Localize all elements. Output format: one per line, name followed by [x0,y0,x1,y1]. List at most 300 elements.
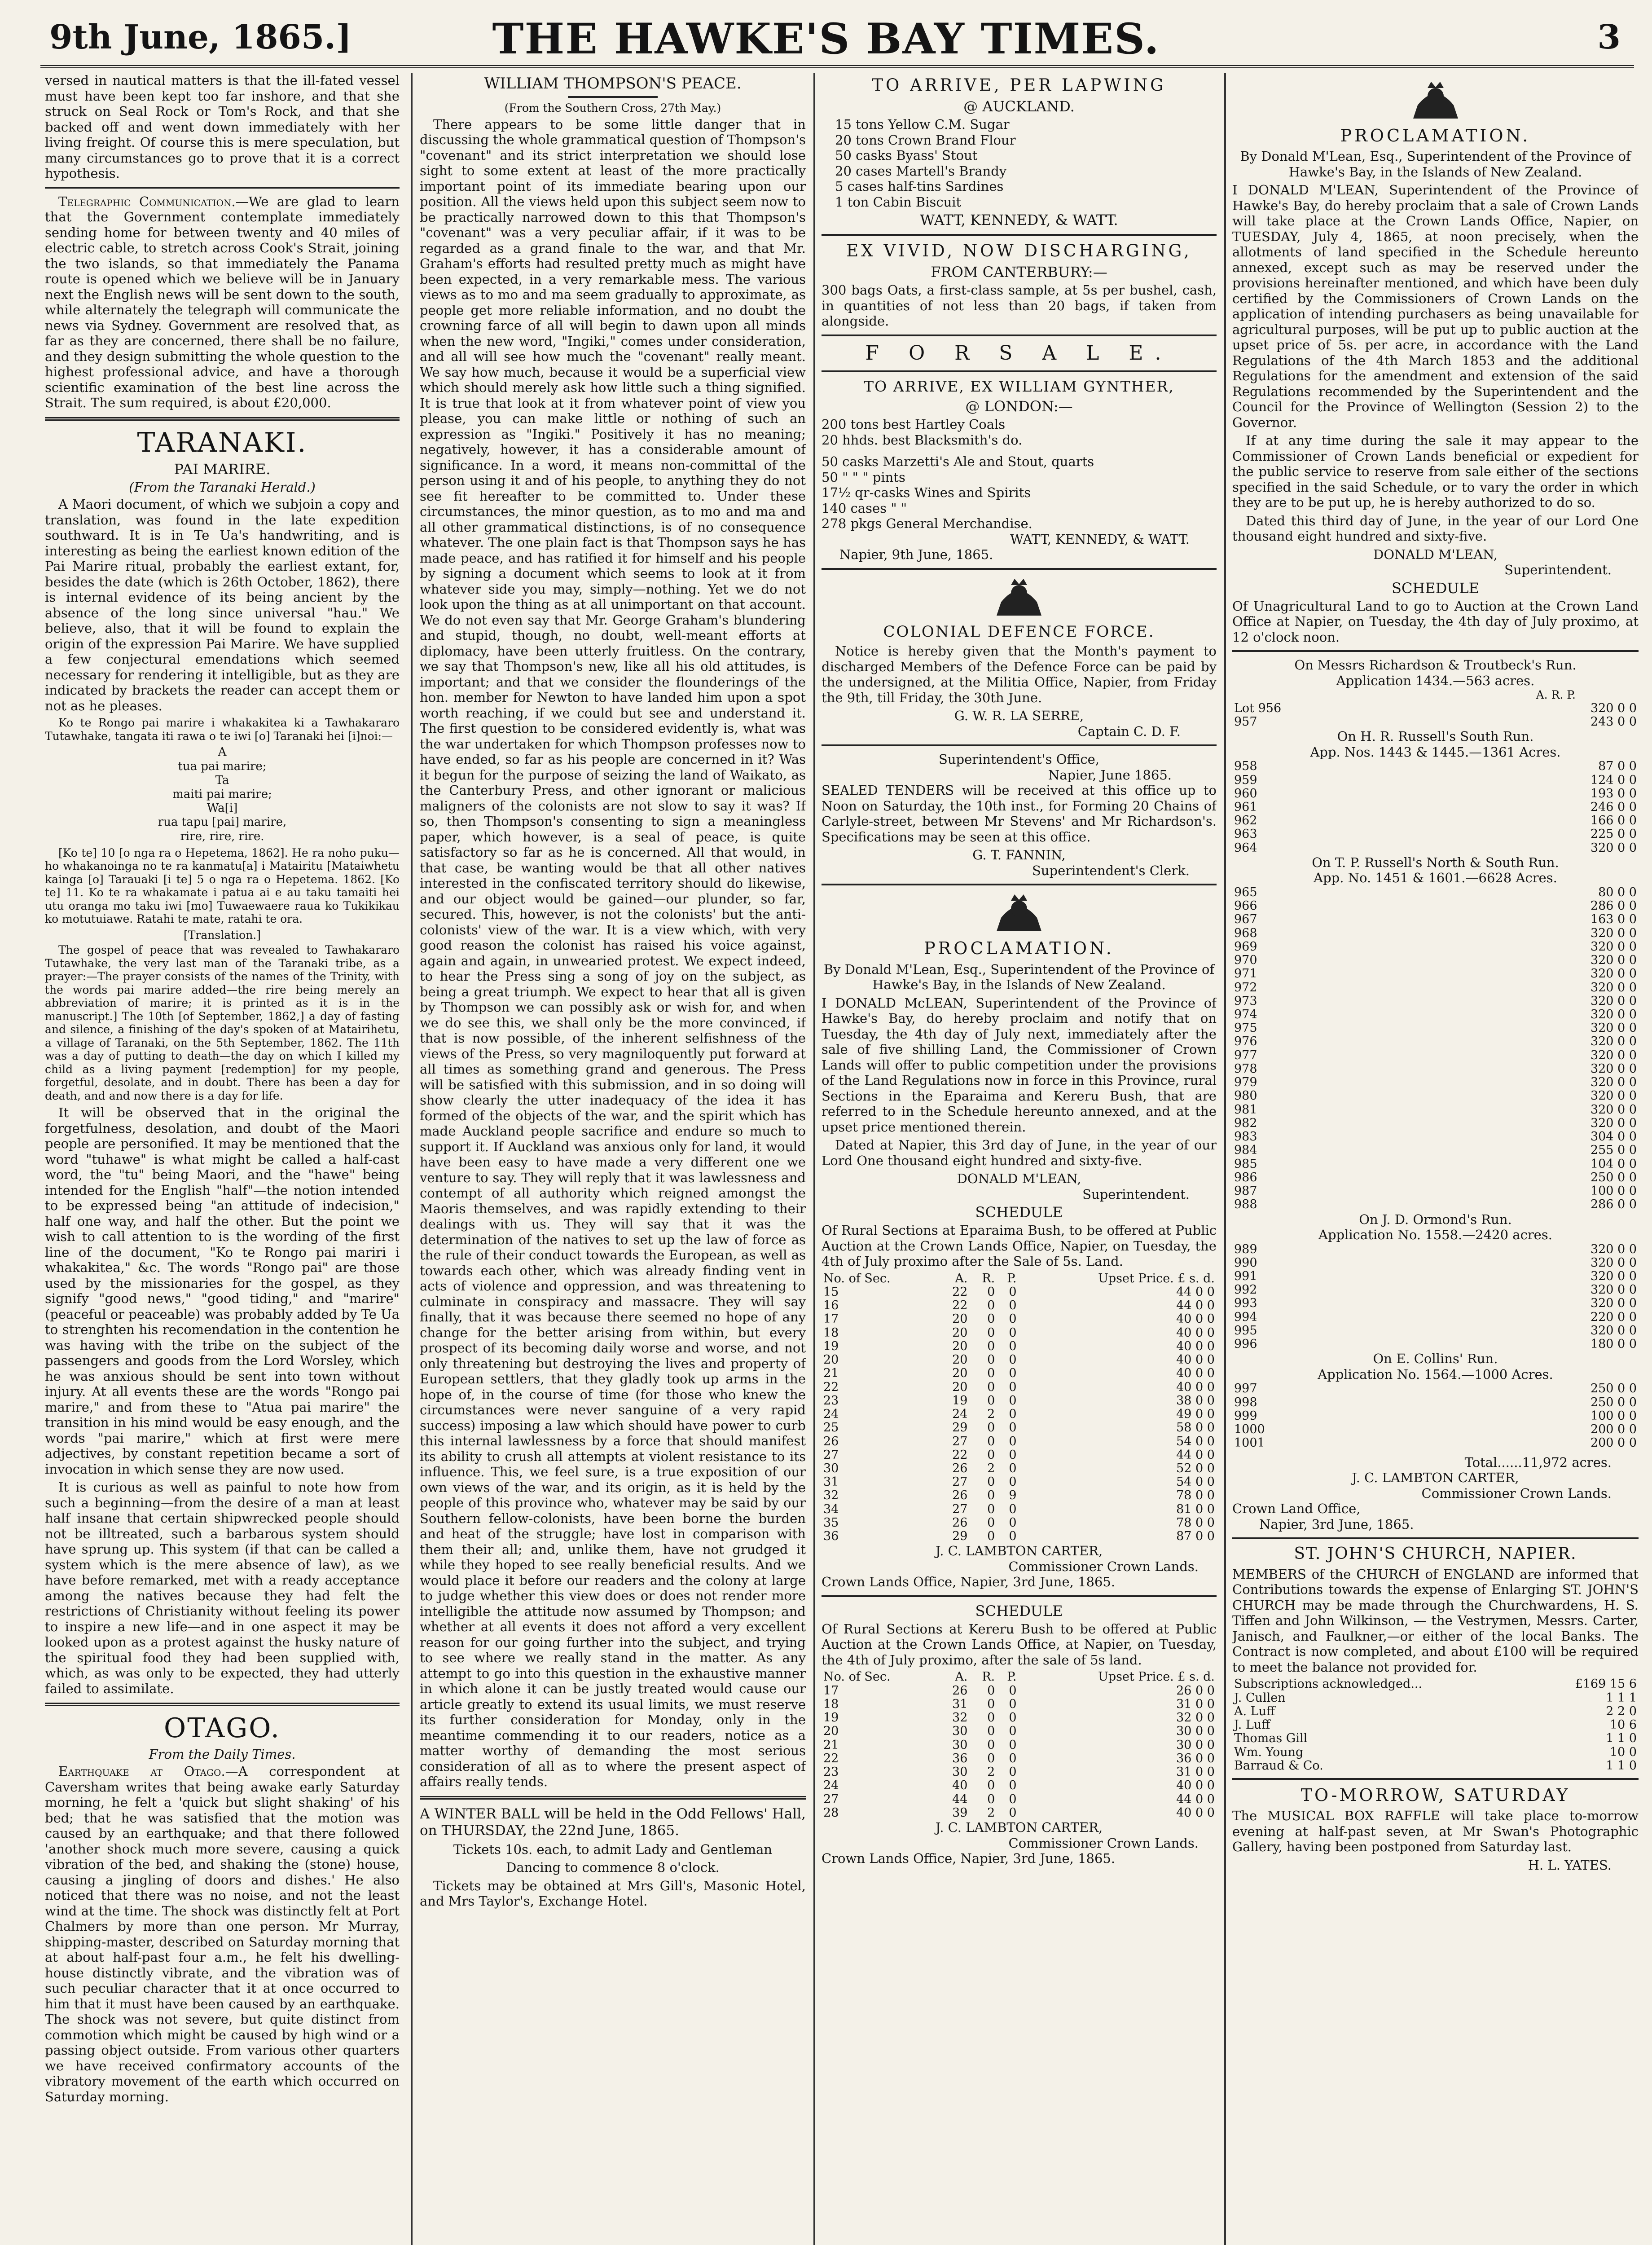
table-cell: 320 0 0 [1590,1075,1637,1090]
telegraph-paragraph [45,194,400,411]
defence-body: Notice is hereby given that the Month's payment to discharged Members of the Defence Force can be paid by the undersigned, at the Militia Office, Napier, from Friday the 9th, till Friday, the 30th June. [822,643,1217,705]
table-cell: 0 [1009,1529,1017,1544]
table-cell: 0 [1009,1325,1017,1340]
table-cell: 81 0 0 [1176,1502,1215,1516]
table-row [822,1326,1217,1340]
table-row [1232,1243,1639,1256]
column-2 [420,73,806,2245]
otago-heading: OTAGO. [164,1712,281,1744]
list-item: 278 pkgs General Merchandise. [822,516,1032,532]
table-cell: 24 [952,1407,968,1422]
table-row [1232,886,1639,899]
table-row [822,1530,1217,1543]
table-row [822,1489,1217,1502]
table-cell: 30 0 0 [1176,1724,1215,1739]
table-cell: 978 [1234,1061,1257,1076]
table-cell: Barraud & Co. [1234,1758,1323,1773]
table-cell: 200 0 0 [1590,1436,1637,1450]
newspaper-title: THE HAWKE'S BAY TIMES. [492,14,1160,64]
table-row [822,1340,1217,1353]
table-cell: 15 [823,1285,839,1299]
table-row [822,1381,1217,1394]
table-row [1232,1311,1639,1324]
list-item: 50 casks Marzetti's Ale and Stout, quarts [822,454,1094,470]
gynther-heading: TO ARRIVE, EX WILLIAM GYNTHER, [864,378,1174,396]
table-row [822,1725,1217,1738]
table-row [1232,1049,1639,1062]
table-row [1232,1089,1639,1103]
table-cell: 964 [1234,841,1257,855]
table-cell: 19 [823,1711,839,1725]
table-cell: 320 0 0 [1590,1061,1637,1076]
defence-heading: COLONIAL DEFENCE FORCE. [883,622,1155,641]
table-row [1232,774,1639,787]
table-cell: 26 [952,1683,968,1698]
table-cell: 0 [1009,1448,1017,1462]
table-row [822,1285,1217,1299]
table-row [1232,1171,1639,1184]
column-header: Upset Price. £ s. d. [1098,1670,1215,1684]
crown-land-office: Crown Land Office, [1232,1501,1361,1517]
column-3 [822,73,1217,2245]
table-cell: 29 [952,1421,968,1435]
vivid-subheading: FROM CANTERBURY:— [931,264,1107,281]
table-cell: 0 [987,1325,995,1340]
table-row [1232,787,1639,801]
vivid-heading: EX VIVID, NOW DISCHARGING, [846,241,1192,261]
table-cell: 0 [987,1299,995,1313]
run-4-table [1232,1243,1639,1351]
table-cell: A. Luff [1234,1704,1275,1718]
table-cell: 1001 [1234,1436,1265,1450]
table-cell: 991 [1234,1269,1257,1283]
table-cell: 40 0 0 [1176,1325,1215,1340]
taranaki-paragraph-1: A Maori document, of which we subjoin a copy and translation, was found in the late expedition southward. It is in Te Ua's handwriting, and is interesting as being the earliest known edition of the Pai Marire ritual, probably the earliest extant, for, besides the date (which is 26th October, 1862), there is internal evidence of its being ancient by the absence of the long since universal "hau." We believe, also, that it will be found to explain the origin of the expression Pai Marire. We have supplied a few conjectural emendations which seemed necessary for rendering it intelligible, but as they are indicated by brackets the reader can accept them or not as he pleases. [45,497,400,713]
table-row [822,1299,1217,1312]
run-1-heading: On Messrs Richardson & Troutbeck's Run. [1294,657,1577,673]
table-cell: 32 [823,1488,839,1503]
table-cell: 990 [1234,1255,1257,1270]
table-row [1232,1396,1639,1409]
column-header: Upset Price. £ s. d. [1098,1271,1215,1285]
proclamation-body: I DONALD M'LEAN, Superintendent of the Province of Hawke's Bay, do hereby proclaim that a sale of Crown Lands will take place at the Crown Lands Office, Napier, on TUESDAY, July 4, 1865, at noon precisely, when the allotments of land specified in the Schedule hereunto annexed, except such as may be reserved under the provisions hereinafter mentioned, and which have been duly certified by the Commissioners of Crown Lands on the application of intending purchasers as being unavailable for agricultural purposes, will be put up to public auction at the upset price of 5s. per acre, in accordance with the Land Regulations of the 4th March 1853 and the additional Regulations for the amendment and extension of the said Regulations recommended by the Superintendent and the Council for the Province of Wellington (Session 2) to the Governor. [1232,182,1639,430]
schedule-signature: J. C. LAMBTON CARTER, [1352,1470,1519,1486]
table-cell: 0 [1009,1434,1017,1448]
table-cell: 26 0 0 [1176,1683,1215,1698]
tenders-signature: G. T. FANNIN, [972,847,1066,863]
table-row [1232,1324,1639,1338]
table-row [822,1475,1217,1489]
table-cell: 0 [987,1339,995,1353]
table-row [1232,1144,1639,1157]
table-cell: 963 [1234,827,1257,841]
tomorrow-heading: TO-MORROW, SATURDAY [1301,1785,1570,1805]
table-cell: 0 [1009,1366,1017,1381]
table-cell: Lot 956 [1234,701,1282,715]
table-row [822,1765,1217,1779]
table-cell: 986 [1234,1170,1257,1184]
column-rule-2 [813,73,815,2245]
schedule-heading: SCHEDULE [1392,579,1479,597]
table-cell: 992 [1234,1283,1257,1297]
maori-verse [45,745,400,843]
table-cell: 0 [1009,1711,1017,1725]
table-cell: 995 [1234,1323,1257,1338]
short-rule [568,96,658,98]
table-cell: 983 [1234,1130,1257,1144]
run-5-application: Application No. 1564.—1000 Acres. [1318,1366,1553,1382]
table-cell: 17 [823,1683,839,1698]
table-cell: 124 0 0 [1590,773,1637,787]
table-cell: 30 [952,1738,968,1752]
table-cell: 286 0 0 [1590,899,1637,913]
table-row [822,1421,1217,1435]
column-header: A. [955,1670,968,1684]
table-cell: 997 [1234,1382,1257,1396]
run-1-application: Application 1434.—563 acres. [1336,673,1535,688]
table-cell: 28 [823,1805,839,1820]
table-cell: 20 [952,1366,968,1381]
table-row [822,1353,1217,1367]
verse-line: Ta [215,773,229,787]
table-cell: 16 [823,1299,839,1313]
church-body: MEMBERS of the CHURCH of ENGLAND are informed that Contributions towards the expense of Enlarging ST. JOHN'S CHURCH may be made through the Churchwardens, H. S. Tiffen and John Wilkinson, — the Vestrymen, Messrs. Carter, Janisch, and Faulkner,—or either of the local Banks. The Contract is now completed, and about £100 will be required to meet the balance not provided for. [1232,1566,1639,1675]
translation-heading: [Translation.] [183,928,261,942]
table-row [1232,1382,1639,1395]
table-cell: 20 [823,1353,839,1367]
column-header: R. [982,1670,995,1684]
table-cell: 320 0 0 [1590,1269,1637,1283]
otago-paragraph [45,1764,400,2104]
verse-line: tua pai marire; [178,759,267,773]
table-cell: 22 [952,1448,968,1462]
schedule-2-signature-title: Commissioner Crown Lands. [1008,1835,1199,1851]
divider [45,417,400,421]
table-cell: 225 0 0 [1590,827,1637,841]
table-row [1232,1691,1639,1705]
otago-text: —A correspondent at Caversham writes that being awake early Saturday morning, he felt a 'quick but slight shaking' of his bed; that he was satisfied that the motion was caused by an earthquake; and that there followed 'another shock much more severe, causing a quick vibration of the bed, and shaking the (stone) house, causing a jingling of doors and dishes.' He also noticed that there was no noise, and not the least wind at the time. The shock was distinctly felt at Port Chalmers by more than one person. Mr Murray, shipping-master, described on Saturday morning that at about half-past four a.m., he felt his dwelling-house distinctly vibrate, and the vibration was of such peculiar character that it at once occurred to him that it must have been caused by an earthquake. The shock was not severe, but quite distinct from commotion which might be caused by high wind or a passing object outside. From various other quarters we have received confirmatory accounts of the vibratory movement of the earth which occurred on Saturday morning. [45,1764,400,2104]
table-cell: 984 [1234,1143,1257,1158]
table-cell: J. Cullen [1234,1690,1286,1705]
lapwing-signature: WATT, KENNEDY, & WATT. [920,211,1118,229]
table-cell: 0 [987,1434,995,1448]
issue-date: 9th June, 1865.] [49,18,352,57]
table-cell: Wm. Young [1234,1745,1304,1759]
tenders-body: SEALED TENDERS will be received at this office up to Noon on Saturday, the 10th inst., for Forming 20 Chains of Carlyle-street, between Mr Stevens' and Mr Richardson's. Specifications may be seen at this office. [822,783,1217,845]
table-cell: 0 [987,1285,995,1299]
list-item: 15 tons Yellow C.M. Sugar [835,117,1010,132]
table-cell: 993 [1234,1296,1257,1311]
schedule-1-signature: J. C. LAMBTON CARTER, [935,1543,1103,1559]
divider [420,1796,806,1800]
table-cell: 39 [952,1805,968,1820]
column-header: No. of Sec. [823,1271,891,1285]
table-cell: 320 0 0 [1590,1242,1637,1256]
table-row [1232,1283,1639,1297]
table-cell: 320 0 0 [1590,1034,1637,1049]
table-cell: 19 [823,1339,839,1353]
gynther-date: Napier, 9th June, 1865. [839,547,993,563]
table-row [1232,1423,1639,1436]
tenders-title: Superintendent's Clerk. [1032,863,1190,878]
table-row [1232,1338,1639,1351]
table-cell: 0 [1009,1502,1017,1516]
subscriptions-rows [1232,1677,1639,1773]
table-row [1232,1130,1639,1144]
table-cell: 193 0 0 [1590,786,1637,801]
table-cell: 987 [1234,1184,1257,1198]
table-cell: 40 0 0 [1176,1366,1215,1381]
table-cell: 20 [823,1724,839,1739]
table-row [1232,1062,1639,1076]
gynther-subheading: @ LONDON:— [965,398,1073,415]
table-row [1232,814,1639,828]
table-cell: 58 0 0 [1176,1421,1215,1435]
table-cell: 320 0 0 [1590,1089,1637,1103]
table-cell: 981 [1234,1102,1257,1117]
table-cell: 40 0 0 [1176,1312,1215,1326]
table-cell: 54 0 0 [1176,1475,1215,1489]
table-cell: 320 0 0 [1590,1048,1637,1062]
divider [1232,1537,1639,1539]
table-cell: 0 [987,1366,995,1381]
table-cell: 969 [1234,939,1257,954]
table-cell: 970 [1234,953,1257,968]
table-cell: 40 0 0 [1176,1778,1215,1793]
table-cell: 968 [1234,926,1257,940]
run-1-rows [1232,702,1639,729]
table-cell: 959 [1234,773,1257,787]
table-cell: 989 [1234,1242,1257,1256]
table-cell: 36 0 0 [1176,1751,1215,1765]
table-cell: 26 [952,1461,968,1475]
table-cell: 0 [987,1683,995,1698]
proclamation-signature: DONALD M'LEAN, [957,1171,1081,1187]
column-4 [1232,73,1639,2245]
table-cell: 27 [823,1792,839,1806]
table-cell: 80 0 0 [1598,885,1637,899]
table-row [1232,1759,1639,1773]
table-row [1232,967,1639,981]
table-cell: 0 [987,1515,995,1530]
table-cell: 0 [1009,1738,1017,1752]
table-cell: 26 [952,1515,968,1530]
table-cell: J. Luff [1234,1718,1270,1732]
table-row [822,1448,1217,1462]
table-row [822,1793,1217,1806]
list-item: 20 tons Crown Brand Flour [835,132,1016,148]
table-row [1232,1198,1639,1211]
table-cell: 78 0 0 [1176,1488,1215,1503]
schedule-1-rows [822,1285,1217,1543]
table-cell: 985 [1234,1157,1257,1171]
defence-signature: G. W. R. LA SERRE, [954,708,1084,724]
column-1 [45,73,400,2245]
table-cell: 22 [823,1751,839,1765]
table-row [1232,1158,1639,1171]
table-cell: 27 [952,1475,968,1489]
defence-title: Captain C. D. F. [1077,723,1181,739]
run-2-rows [1232,760,1639,855]
divider [822,744,1217,746]
tomorrow-signature: H. L. YATES. [1528,1857,1612,1873]
ball-dancing: Dancing to commence 8 o'clock. [506,1860,720,1875]
table-cell: 975 [1234,1021,1257,1035]
table-cell: 38 0 0 [1176,1393,1215,1408]
table-cell: 31 [823,1475,839,1489]
table-cell: 0 [1009,1751,1017,1765]
table-cell: 78 0 0 [1176,1515,1215,1530]
table-cell: 19 [952,1393,968,1408]
table-cell: 21 [823,1366,839,1381]
maori-text-2: [Ko te] 10 [o nga ra o Hepetema, 1862]. He ra noho puku—ho whakanoinga no te ra kanmatu[a] i Matairitu [Mataiwhetu kainga [o] Tarauaki [i te] 5 o nga ra o Hepetema. 1862. [Ko te] 11. Ko te ra whakamate i patua ai e au taku tamaiti hei utu oranga mo taku iwi [mo] Tuwaewaere raua ko Tukikikau ko motutuiawe. Ratahi te mate, ratahi te ora. [45,846,400,926]
telegraph-lead: Telegraphic Communication. [58,194,236,209]
table-cell: Subscriptions acknowledged... [1234,1677,1423,1691]
table-cell: 0 [987,1312,995,1326]
thompson-source: (From the Southern Cross, 27th May.) [504,101,721,115]
table-cell: 36 [823,1529,839,1544]
table-cell: 0 [987,1421,995,1435]
taranaki-heading: TARANAKI. [137,427,308,458]
table-cell: 304 0 0 [1590,1130,1637,1144]
table-cell: 49 0 0 [1176,1407,1215,1422]
table-row [1232,1008,1639,1021]
table-cell: 32 [952,1711,968,1725]
schedule-2-description: Of Rural Sections at Kereru Bush to be offered at Public Auction at the Crown Lands Office, at Napier, on Tuesday, the 4th of July proximo, after the sale of 5s land. [822,1621,1217,1668]
run-4-rows [1232,1243,1639,1351]
table-cell: 2 [987,1765,995,1779]
schedule-signature-title: Commissioner Crown Lands. [1421,1485,1612,1501]
table-cell: 250 0 0 [1590,1382,1637,1396]
table-row [822,1516,1217,1530]
table-cell: 320 0 0 [1590,1116,1637,1130]
table-cell: 21 [823,1738,839,1752]
table-cell: 961 [1234,800,1257,814]
table-cell: 0 [1009,1380,1017,1394]
table-cell: 250 0 0 [1590,1170,1637,1184]
run-3-rows [1232,886,1639,1212]
table-cell: Thomas Gill [1234,1731,1308,1746]
table-cell: 29 [952,1529,968,1544]
table-cell: 0 [1009,1339,1017,1353]
proclamation-dated: Dated at Napier, this 3rd day of June, in the year of our Lord One thousand eight hundred and sixty-five. [822,1137,1217,1168]
run-4-application: Application No. 1558.—2420 acres. [1318,1227,1552,1243]
table-cell: 20 [952,1339,968,1353]
lapwing-list [835,117,1217,210]
table-cell: 220 0 0 [1590,1310,1637,1324]
divider [822,234,1217,236]
table-cell: 246 0 0 [1590,800,1637,814]
divider [822,335,1217,336]
table-cell: 32 0 0 [1176,1711,1215,1725]
table-cell: 250 0 0 [1590,1395,1637,1409]
table-row [1232,760,1639,773]
list-item: 5 cases half-tins Sardines [835,179,1004,194]
table-cell: 0 [1009,1778,1017,1793]
table-row [1232,1103,1639,1117]
table-cell: 0 [987,1353,995,1367]
schedule-2-place: Crown Lands Office, Napier, 3rd June, 1865. [822,1851,1116,1866]
table-cell: 0 [1009,1312,1017,1326]
royal-crest-icon [988,891,1050,936]
table-cell: 26 [823,1434,839,1448]
table-cell: 0 [987,1502,995,1516]
otago-lead: Earthquake at Otago. [58,1764,225,1779]
proclamation-body: I DONALD McLEAN, Superintendent of the Province of Hawke's Bay, do hereby proclaim and notify that on Tuesday, the 4th day of July next, immediately after the sale of five shilling Land, the Commissioner of Crown Lands will offer to public competition under the provisions of the Land Regulations now in force in this Province, rural Sections in the Eparaima and Kereru Bush, that are referred to in the Schedule hereunto annexed, and at the upset price mentioned therein. [822,995,1217,1135]
proclamation-by: By Donald M'Lean, Esq., Superintendent of the Province of Hawke's Bay, in the Islands of New Zealand. [823,961,1215,993]
table-cell: 0 [1009,1461,1017,1475]
proclamation-heading: PROCLAMATION. [924,938,1114,959]
table-row [1232,1297,1639,1310]
run-1-table [1232,702,1639,729]
list-item: 17½ qr-casks Wines and Spirits [822,485,1031,501]
table-cell: 320 0 0 [1590,1255,1637,1270]
table-cell: 2 [987,1805,995,1820]
schedule-1-place: Crown Lands Office, Napier, 3rd June, 1865. [822,1574,1116,1590]
table-cell: 31 0 0 [1176,1765,1215,1779]
table-cell: 0 [1009,1792,1017,1806]
table-cell: 958 [1234,759,1257,774]
table-cell: 27 [823,1448,839,1462]
table-cell: 0 [987,1380,995,1394]
table-cell: 320 0 0 [1590,1021,1637,1035]
table-row [822,1739,1217,1752]
table-cell: 1 1 0 [1606,1731,1637,1746]
total-acres: Total......11,972 acres. [1464,1454,1612,1470]
verse-line: maiti pai marire; [172,788,272,801]
table-cell: 0 [1009,1407,1017,1422]
table-cell: 320 0 0 [1590,939,1637,954]
table-cell: 10 0 [1609,1745,1637,1759]
table-cell: 180 0 0 [1590,1337,1637,1351]
table-cell: 40 [952,1778,968,1793]
table-cell: 320 0 0 [1590,701,1637,715]
table-cell: 320 0 0 [1590,1283,1637,1297]
table-row [1232,841,1639,855]
proclamation-signature-title: Superintendent. [1082,1186,1190,1202]
run-5-table [1232,1382,1639,1450]
thompson-text: There appears to be some little danger that in discussing the whole grammatical question of Thompson's "covenant" and its strict interpretation we should lose sight to some extent at least of the more practically important point of its immediate bearing upon our position. All the views held upon this subject seem now to be practically narrowed down to this that Thompson's "covenant" was a very peculiar affair, if it was to be regarded as a grand finale to the war, and that Mr. Graham's efforts had resulted pretty much as might have been expected, in a very remarkable mess. The various views as to mo and ma seem gradually to approximate, as people get more reliable information, and no doubt the crowning farce of all will begin to dawn upon all minds when the new word, "Ingiki," comes under consideration, and all will see how much the "covenant" really meant. We say how much, because it would be a superficial view which should merely ask how little such a thing signified. It is true that look at it from whatever point of view you please, you can make little or nothing of such an expression as "Ingiki." Positively it has no meaning; negatively, however, it has a considerable amount of significance. In a word, it means non-committal of the person using it and of his people, to anything they do not see fit hereafter to be committed to. Under these circumstances, the minor question, as to mo and ma and all other grammatical distinctions, is of no consequence whatever. The one plain fact is that Thompson says he has made peace, and has ratified it for himself and his people by signing a document which seems to look at it from whatever side you may, simply—nothing. Yet we do not look upon the thing as at all unimportant on that account. We do not even say that Mr. George Graham's blundering and stupid, though, no doubt, well-meant efforts at diplomacy, have been utterly fruitless. On the contrary, we say that Thompson's new, like all his old attitudes, is important; and that we consider the flounderings of the hon. member for Newton to have landed him upon a spot worth reaching, if we could but see and understand it. The first question to be considered evidently is, what was the war undertaken for which Thompson professes now to have ended, so far as his people are concerned in it? Was it begun for the purpose of seizing the land of Waikato, as the Canterbury Press, and other ignorant or malicious maligners of the colonists are not slow to say it was? If so, then Thompson's consenting to sign a meaningless paper, which however, is a seal of peace, is quite satisfactory so far as he is concerned. All that would, in that case, be wanting would be that all other natives interested in the confiscated territory should do likewise, and our object would be gained—our plunder, so far, secured. This, however, is not the colonists' but the anti-colonists' view of the war. It is a view which, with very good reason the colonist has raised his voice against, again and again, in unwearied protest. We expect indeed, to hear the Press sing a song of joy on the subject, as being a great triumph. We expect to hear that all is given by Thompson we can possibly ask or wish for, and when we do see this, we shall only be the more convinced, if that is now possible, of the inherent selfishness of the views of the Press, so very magniloquently put forward at all times as something grand and generous. The Press will be satisfied with this submission, and in so doing will show clearly the utter inadequacy of the idea it has formed of the objects of the war, and the spirit which has made Auckland people sacrifice and endure so much to support it. If Auckland was anxious only for land, it would have been easy to have made a very different one we venture to say. They will reply that it was lawlessness and contempt of all authority which reigned amongst the Maoris themselves, and was rapidly extending to their dealings with us. They will say that it was the determination of the natives to set up the law of force as the rule of their conduct towards the European, as well as towards each other, which was already finding vent in acts of violence and oppression, and was threatening to culminate in conspiracy and massacre. They will say finally, that it was because there seemed no hope of any change for the better arising from within, but every prospect of its becoming daily worse and worse, and not only threatening but destroying the lives and property of European settlers, that they gladly took up arms in the hope of, in the course of time (for those who knew the circumstances were never sanguine of a very rapid success) imposing a law which should have power to curb this internal lawlessness by a force that should manifest its ability to crush all attempts at violent resistance to its influence. This, we feel sure, is a true exposition of our own views of the war, and its origin, as it is held by the people of this province who, whatever may be said by our Southern fellow-colonists, have been borne the burden and heat of the struggle; have lost in comparison with them their all; and, unlike them, have not grudged it while they hoped to see really beneficial results. And we would place it before our readers and the colony at large to judge whether this view does or does not render more intelligible the attitude now assumed by Thompson; and whether at all events it does not afford a very excellent reason for our going further into the subject, and trying to see where we really stand in the matter. As any attempt to go into this question in the exhaustive manner in which alone it can be justly treated would cause our article greatly to extend its usual limits, we must reserve its further consideration for Monday, only in the meantime commending it to our readers, notice as a matter worthy of demanding the most serious consideration of all as to where the present aspect of affairs really tends. [420,116,806,1790]
table-cell: 26 [952,1488,968,1503]
table-cell: 2 [987,1461,995,1475]
table-cell: 30 [823,1461,839,1475]
table-cell: 44 0 0 [1176,1299,1215,1313]
table-cell: 20 [952,1380,968,1394]
table-row [1232,1436,1639,1450]
table-cell: 24 [823,1778,839,1793]
table-cell: 9 [1009,1488,1017,1503]
table-row [1232,1076,1639,1089]
table-row [822,1752,1217,1765]
table-cell: 166 0 0 [1590,814,1637,828]
table-row [822,1684,1217,1698]
table-cell: 320 0 0 [1590,1323,1637,1338]
table-cell: 320 0 0 [1590,841,1637,855]
table-cell: 976 [1234,1034,1257,1049]
table-cell: 0 [987,1778,995,1793]
table-row [1232,954,1639,967]
column-header: A. [955,1271,968,1285]
tenders-office: Superintendent's Office, [939,752,1099,767]
table-row [1232,715,1639,729]
table-cell: 960 [1234,786,1257,801]
run-5-heading: On E. Collins' Run. [1373,1351,1498,1367]
table-cell: 994 [1234,1310,1257,1324]
table-cell: 200 0 0 [1590,1422,1637,1437]
page-number: 3 [1597,18,1621,57]
table-cell: 25 [823,1421,839,1435]
verse-line: rire, rire, rire. [180,829,264,843]
